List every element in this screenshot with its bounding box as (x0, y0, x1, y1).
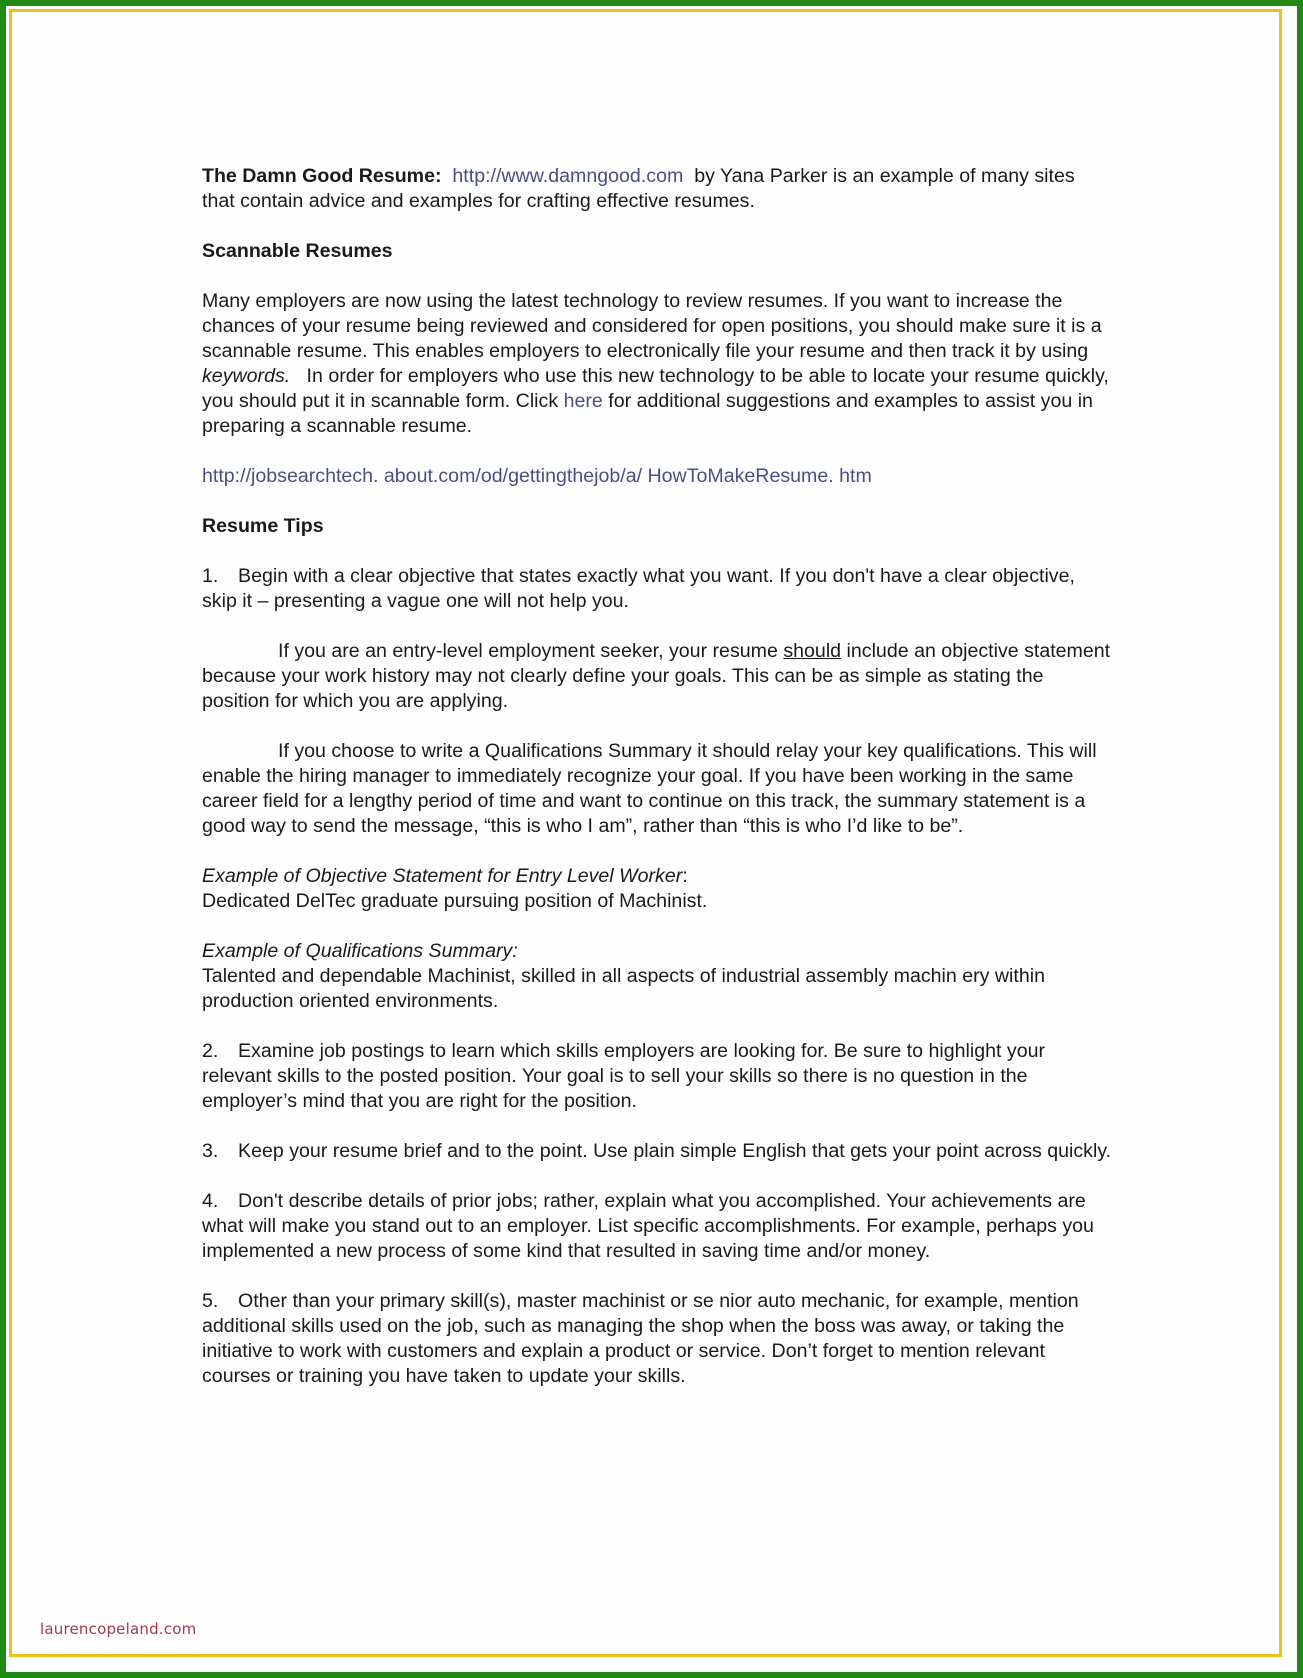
resume-tips-heading: Resume Tips (202, 515, 324, 537)
damngood-link[interactable]: http://www.damngood.com (452, 165, 684, 187)
example-summary (202, 939, 1112, 1014)
example-objective-text: Dedicated DelTec graduate pursuing position of Machinist. (202, 890, 708, 912)
tip-2-number: 2. (202, 1040, 219, 1062)
intro-text: by Yana Parker is an example of many sites that contain advice and examples for crafting effective resumes. (202, 165, 1075, 212)
tip-5 (202, 1289, 1112, 1389)
document-page (202, 164, 1112, 1414)
tip-4 (202, 1189, 1112, 1264)
scannable-paragraph (202, 289, 1112, 439)
tip-1-text: Begin with a clear objective that states exactly what you want. If you don't have a clear objective, skip it – presenting a vague one will not help you. (202, 565, 1075, 612)
watermark-text: laurencopeland.com (40, 1620, 197, 1638)
tip-3 (202, 1139, 1112, 1164)
scannable-text-2: In order for employers who use this new technology to be able to locate your resume quickly, you should put it in scannable form. Click (202, 365, 1109, 412)
intro-title: The Damn Good Resume: (202, 165, 442, 187)
keywords-text: keywords. (202, 365, 291, 387)
example-summary-label: Example of Qualifications Summary: (202, 940, 518, 962)
tip-3-number: 3. (202, 1140, 219, 1162)
intro-paragraph (202, 164, 1112, 214)
scannable-heading: Scannable Resumes (202, 240, 393, 262)
example-objective-label: Example of Objective Statement for Entry Level Worker (202, 865, 683, 887)
example-objective (202, 864, 1112, 914)
tip-1-number: 1. (202, 565, 219, 587)
tip-2-text: Examine job postings to learn which skills employers are looking for. Be sure to highlight your relevant skills to the posted position. Your goal is to sell your skills so there is no question in the employer’s mind that you are right for the position. (202, 1040, 1046, 1112)
qualifications-paragraph (202, 739, 1112, 839)
scannable-text-3: for additional suggestions and examples to assist you in preparing a scannable resume. (202, 390, 1093, 437)
tip-4-number: 4. (202, 1190, 219, 1212)
here-link[interactable]: here (563, 390, 603, 412)
tip-3-text: Keep your resume brief and to the point. Use plain simple English that gets your point across quickly. (238, 1140, 1112, 1162)
jobsearchtech-link[interactable]: http://jobsearchtech. about.com/od/gettingthejob/a/ HowToMakeResume. htm (202, 465, 872, 487)
scannable-text-1: Many employers are now using the latest technology to review resumes. If you want to increase the chances of your resume being reviewed and considered for open positions, you should make sure it is a scannable resume. This enables employers to electronically file your resume and then track it by using (202, 290, 1102, 362)
example-objective-colon: : (682, 865, 688, 887)
should-text: should (783, 640, 842, 662)
example-summary-text: Talented and dependable Machinist, skilled in all aspects of industrial assembly machin ery within production oriented environments. (202, 965, 1045, 1012)
tip-2 (202, 1039, 1112, 1114)
entry-level-text-b: include an objective statement because your work history may not clearly define your goals. This can be as simple as stating the position for which you are applying. (202, 640, 1111, 712)
entry-level-text-a: If you are an entry-level employment seeker, your resume (278, 640, 778, 662)
qualifications-text: If you choose to write a Qualifications Summary it should relay your key qualifications. This will enable the hiring manager to immediately recognize your goal. If you have been working in the same career field for a lengthy period of time and want to continue on this track, the summary statement is a good way to send the message, “this is who I am”, rather than “this is who I’d like to be”. (202, 740, 1097, 837)
tip-4-text: Don't describe details of prior jobs; rather, explain what you accomplished. Your achievements are what will make you stand out to an employer. List specific accomplishments. For example, perhaps you implemented a new process of some kind that resulted in saving time and/or money. (202, 1190, 1094, 1262)
tip-1 (202, 564, 1112, 614)
entry-level-paragraph (202, 639, 1112, 714)
tip-5-text: Other than your primary skill(s), master machinist or se nior auto mechanic, for example, mention additional skills used on the job, such as managing the shop when the boss was away, or taking the initiative to work with customers and explain a product or service. Don’t forget to mention relevant courses or training you have taken to update your skills. (202, 1290, 1079, 1387)
tip-5-number: 5. (202, 1290, 219, 1312)
